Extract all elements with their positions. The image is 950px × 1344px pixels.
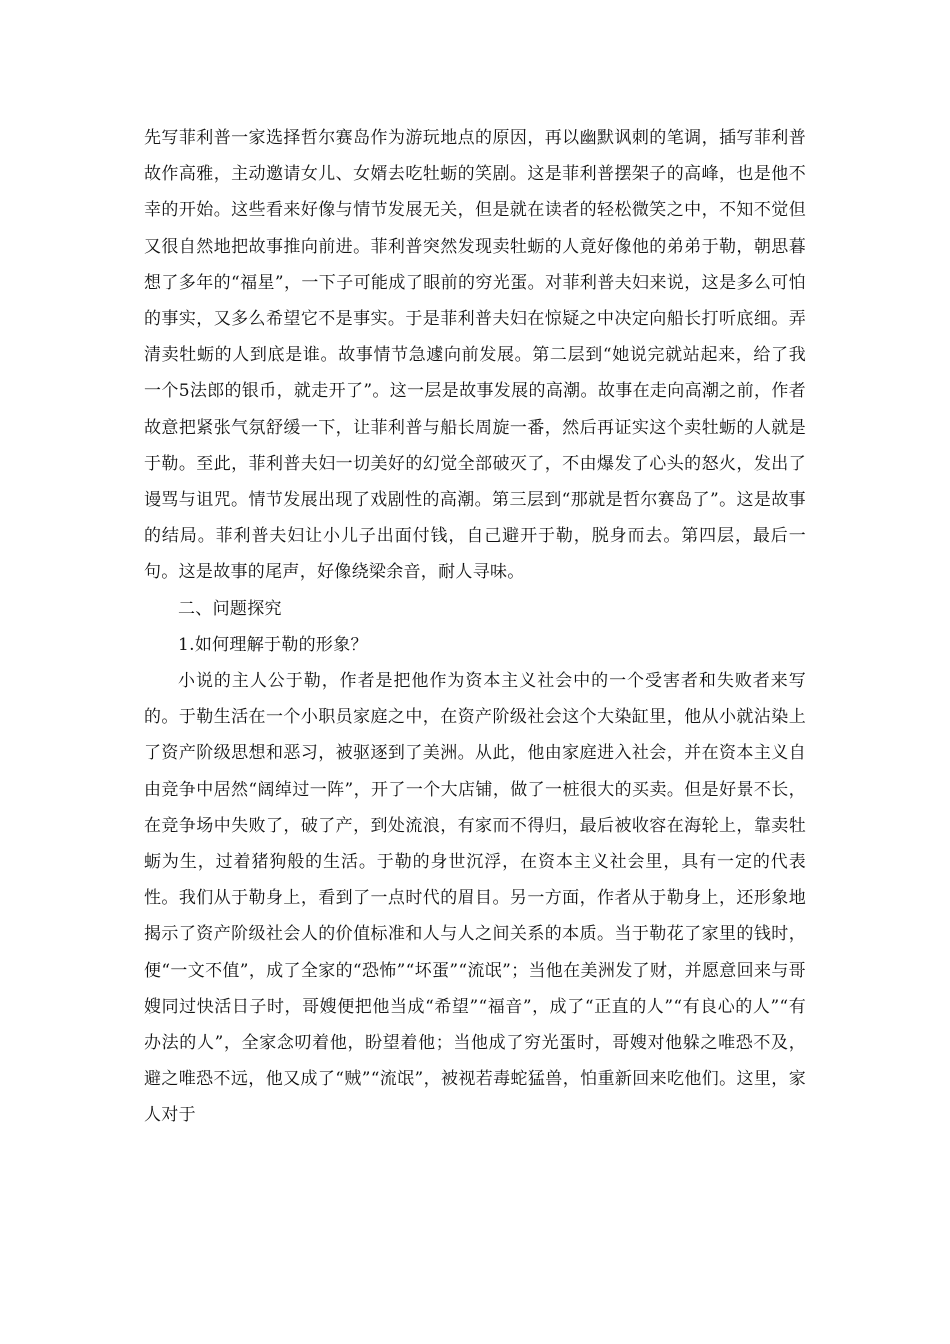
paragraph-plot-analysis: 先写菲利普一家选择哲尔赛岛作为游玩地点的原因，再以幽默讽刺的笔调，插写菲利普故作高雅，主动邀请女儿、女婿去吃牡蛎的笑剧。这是菲利普摆架子的高峰，也是他不幸的开始。这些看来好像与情节发展无关，但是就在读者的轻松微笑之中，不知不觉但又很自然地把故事推向前进。菲利普突然发现卖牡蛎的人竟好像他的弟弟于勒，朝思暮想了多年的“福星”，一下子可能成了眼前的穷光蛋。对菲利普夫妇来说，这是多么可怕的事实，又多么希望它不是事实。于是菲利普夫妇在惊疑之中决定向船长打听底细。弄清卖牡蛎的人到底是谁。故事情节急遽向前发展。第二层到“她说完就站起来，给了我一个5法郎的银币，就走开了”。这一层是故事发展的高潮。故事在走向高潮之前，作者故意把紧张气氛舒缓一下，让菲利普与船长周旋一番，然后再证实这个卖牡蛎的人就是于勒。至此，菲利普夫妇一切美好的幻觉全部破灭了，不由爆发了心头的怒火，发出了谩骂与诅咒。情节发展出现了戏剧性的高潮。第三层到“那就是哲尔赛岛了”。这是故事的结局。菲利普夫妇让小儿子出面付钱，自己避开于勒，脱身而去。第四层，最后一句。这是故事的尾声，好像绕梁余音，耐人寻味。 (144, 128, 806, 583)
document-body (144, 120, 806, 1134)
paragraph-character-analysis: 小说的主人公于勒，作者是把他作为资本主义社会中的一个受害者和失败者来写的。于勒生活在一个小职员家庭之中，在资产阶级社会这个大染缸里，他从小就沾染上了资产阶级思想和恶习，被驱逐到了美洲。从此，他由家庭进入社会，并在资本主义自由竞争中居然“阔绰过一阵”，开了一个大店铺，做了一桩很大的买卖。但是好景不长，在竞争场中失败了，破了产，到处流浪，有家而不得归，最后被收容在海轮上，靠卖牡蛎为生，过着猪狗般的生活。于勒的身世沉浮，在资本主义社会里，具有一定的代表性。我们从于勒身上，看到了一点时代的眉目。另一方面，作者从于勒身上，还形象地揭示了资产阶级社会人的价值标准和人与人之间关系的本质。当于勒花了家里的钱时，便“一文不值”，成了全家的“恐怖”“坏蛋”“流氓”；当他在美洲发了财，并愿意回来与哥嫂同过快活日子时，哥嫂便把他当成“希望”“福音”，成了“正直的人”“有良心的人”“有办法的人”，全家念叨着他，盼望着他；当他成了穷光蛋时，哥嫂对他躲之唯恐不及，避之唯恐不远，他又成了“贼”“流氓”，被视若毒蛇猛兽，怕重新回来吃他们。这里，家人对于 (144, 671, 806, 1126)
section-heading: 二、问题探究 (178, 598, 282, 619)
question-heading: 1.如何理解于勒的形象？ (178, 634, 368, 655)
